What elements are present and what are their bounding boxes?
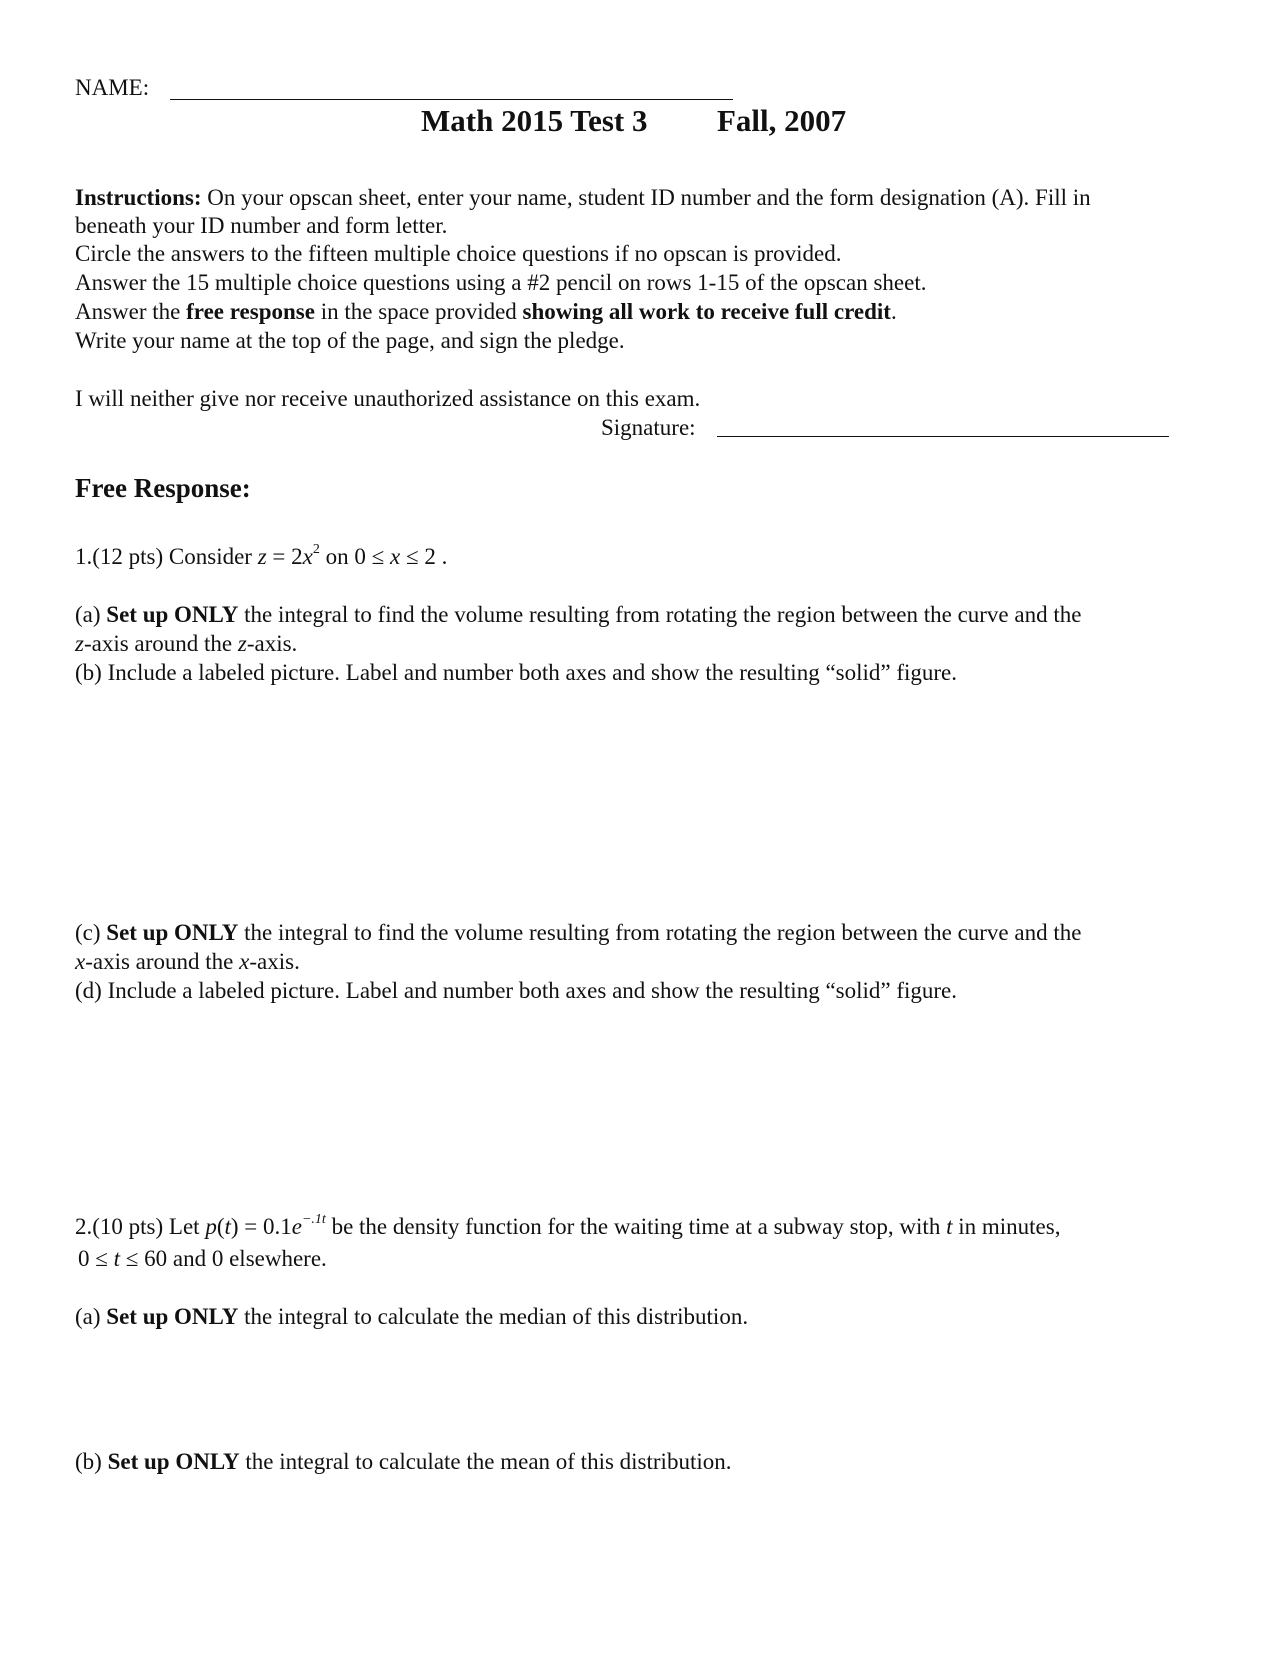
q1-part-a-line-2 bbox=[75, 629, 297, 658]
q2-range-end: and 0 elsewhere. bbox=[172, 1246, 327, 1271]
instructions-line-1-text: On your opscan sheet, enter your name, student ID number and the form designation (A). Fill in bbox=[207, 185, 1091, 210]
q1-a-label: (a) bbox=[75, 602, 101, 627]
q1-intro-text: 1.(12 pts) Consider bbox=[75, 544, 252, 569]
q2-exponent: −.1t bbox=[301, 1212, 326, 1228]
q2-text-end: in minutes, bbox=[958, 1214, 1061, 1239]
q1-a-bold: Set up ONLY bbox=[106, 602, 239, 627]
instructions-line-5-d: showing all work to receive full credit bbox=[522, 299, 891, 324]
instructions-line-4-text: Answer the 15 multiple choice questions using a #2 pencil on rows 1-15 of the opscan sheet. bbox=[75, 270, 927, 295]
free-response-heading bbox=[75, 474, 251, 503]
q1-d-text: Include a labeled picture. Label and number both axes and show the resulting “solid” figure. bbox=[107, 978, 958, 1003]
q1-domain-x: x bbox=[390, 544, 401, 569]
q1-c-label: (c) bbox=[75, 920, 101, 945]
term-text: Fall, 2007 bbox=[717, 103, 847, 138]
page-title bbox=[421, 103, 648, 138]
q2-var-t2: t bbox=[946, 1214, 953, 1239]
instructions-line-6 bbox=[75, 326, 625, 355]
q2-b-bold: Set up ONLY bbox=[107, 1449, 240, 1474]
signature-blank-line[interactable] bbox=[717, 436, 1169, 437]
instructions-line-1 bbox=[75, 183, 1091, 212]
q1-d-label: (d) bbox=[75, 978, 102, 1003]
q2-range-a: 0 ≤ bbox=[78, 1246, 114, 1271]
q1-b-text: Include a labeled picture. Label and number both axes and show the resulting “solid” figure. bbox=[107, 660, 958, 685]
q1-c-bold: Set up ONLY bbox=[106, 920, 239, 945]
instructions-line-5-b: free response bbox=[186, 299, 315, 324]
instructions-label: Instructions: bbox=[75, 185, 202, 210]
q2-func-mid: ) = 0.1 bbox=[230, 1214, 292, 1239]
q1-part-c-line-2 bbox=[75, 947, 300, 976]
instructions-line-2 bbox=[75, 211, 447, 240]
q1-eq: = 2 bbox=[266, 544, 303, 569]
q1-a-end: -axis. bbox=[246, 631, 298, 656]
name-label-text: NAME: bbox=[75, 75, 150, 100]
q2-range-t: t bbox=[113, 1246, 121, 1271]
q2-var-t1: t bbox=[224, 1214, 231, 1239]
q2-range-b: ≤ 60 bbox=[120, 1246, 168, 1271]
q1-var-x: x bbox=[302, 544, 313, 569]
name-blank-line[interactable] bbox=[170, 99, 733, 100]
q2-intro-line-1: 2.(10 pts) Let $p(t) = 0.1e^{-.1t}$ be the density function for the waiting time at a subway stop, with t in minutes, bbox=[75, 1212, 1061, 1239]
q1-b-label: (b) bbox=[75, 660, 102, 685]
instructions-line-5-a: Answer the bbox=[75, 299, 181, 324]
q2-a-bold: Set up ONLY bbox=[106, 1304, 239, 1329]
q1-a-mid: -axis around the bbox=[83, 631, 238, 656]
q2-text: be the density function for the waiting time at a subway stop, with bbox=[331, 1214, 941, 1239]
q2-part-a bbox=[75, 1302, 748, 1331]
q1-a-var-1: z bbox=[75, 631, 84, 656]
q1-c-var-2: x bbox=[239, 949, 250, 974]
instructions-line-5-c: in the space provided bbox=[320, 299, 517, 324]
name-label bbox=[75, 73, 149, 102]
q1-var-z: z bbox=[257, 544, 267, 569]
instructions-line-2-text: beneath your ID number and form letter. bbox=[75, 213, 448, 238]
instructions-line-4 bbox=[75, 268, 926, 297]
instructions-line-6-text: Write your name at the top of the page, and sign the pledge. bbox=[75, 328, 625, 353]
signature-label-text: Signature: bbox=[601, 415, 696, 440]
pledge-text-content: I will neither give nor receive unauthorized assistance on this exam. bbox=[75, 386, 701, 411]
instructions-line-3-text: Circle the answers to the fifteen multiple choice questions if no opscan is provided. bbox=[75, 241, 842, 266]
q2-a-text: the integral to calculate the median of this distribution. bbox=[244, 1304, 749, 1329]
q1-part-d bbox=[75, 976, 957, 1005]
q1-domain-a: on 0 ≤ bbox=[319, 544, 390, 569]
q1-part-a-line-1 bbox=[75, 600, 1081, 629]
signature-label bbox=[601, 413, 696, 442]
q2-intro-line-2 bbox=[78, 1244, 327, 1273]
q2-part-b bbox=[75, 1447, 731, 1476]
q2-a-label: (a) bbox=[75, 1304, 101, 1329]
q2-var-e: e bbox=[291, 1214, 302, 1239]
q1-a-var-2: z bbox=[237, 631, 247, 656]
q2-b-label: (b) bbox=[75, 1449, 102, 1474]
free-response-heading-text: Free Response: bbox=[75, 473, 251, 503]
test-title: Math 2015 Test 3 bbox=[421, 103, 648, 138]
q2-b-text: the integral to calculate the mean of this distribution. bbox=[245, 1449, 732, 1474]
q2-var-p: p bbox=[205, 1214, 217, 1239]
instructions-line-3 bbox=[75, 239, 841, 268]
q1-c-var-1: x bbox=[75, 949, 86, 974]
q1-c-mid: -axis around the bbox=[85, 949, 240, 974]
q1-c-text: the integral to find the volume resulting from rotating the region between the curve and the bbox=[244, 920, 1082, 945]
pledge-text bbox=[75, 384, 700, 413]
q1-a-text: the integral to find the volume resulting from rotating the region between the curve and the bbox=[244, 602, 1082, 627]
q1-c-end: -axis. bbox=[249, 949, 300, 974]
q1-part-c-line-1 bbox=[75, 918, 1081, 947]
instructions-line-5 bbox=[75, 297, 897, 326]
q1-intro bbox=[75, 542, 447, 571]
q2-intro-text: 2.(10 pts) Let bbox=[75, 1214, 200, 1239]
q1-exponent: 2 bbox=[312, 542, 320, 558]
q1-domain-b: ≤ 2 . bbox=[400, 544, 448, 569]
q1-part-b bbox=[75, 658, 957, 687]
term-label bbox=[717, 103, 847, 138]
instructions-line-5-e: . bbox=[890, 299, 897, 324]
